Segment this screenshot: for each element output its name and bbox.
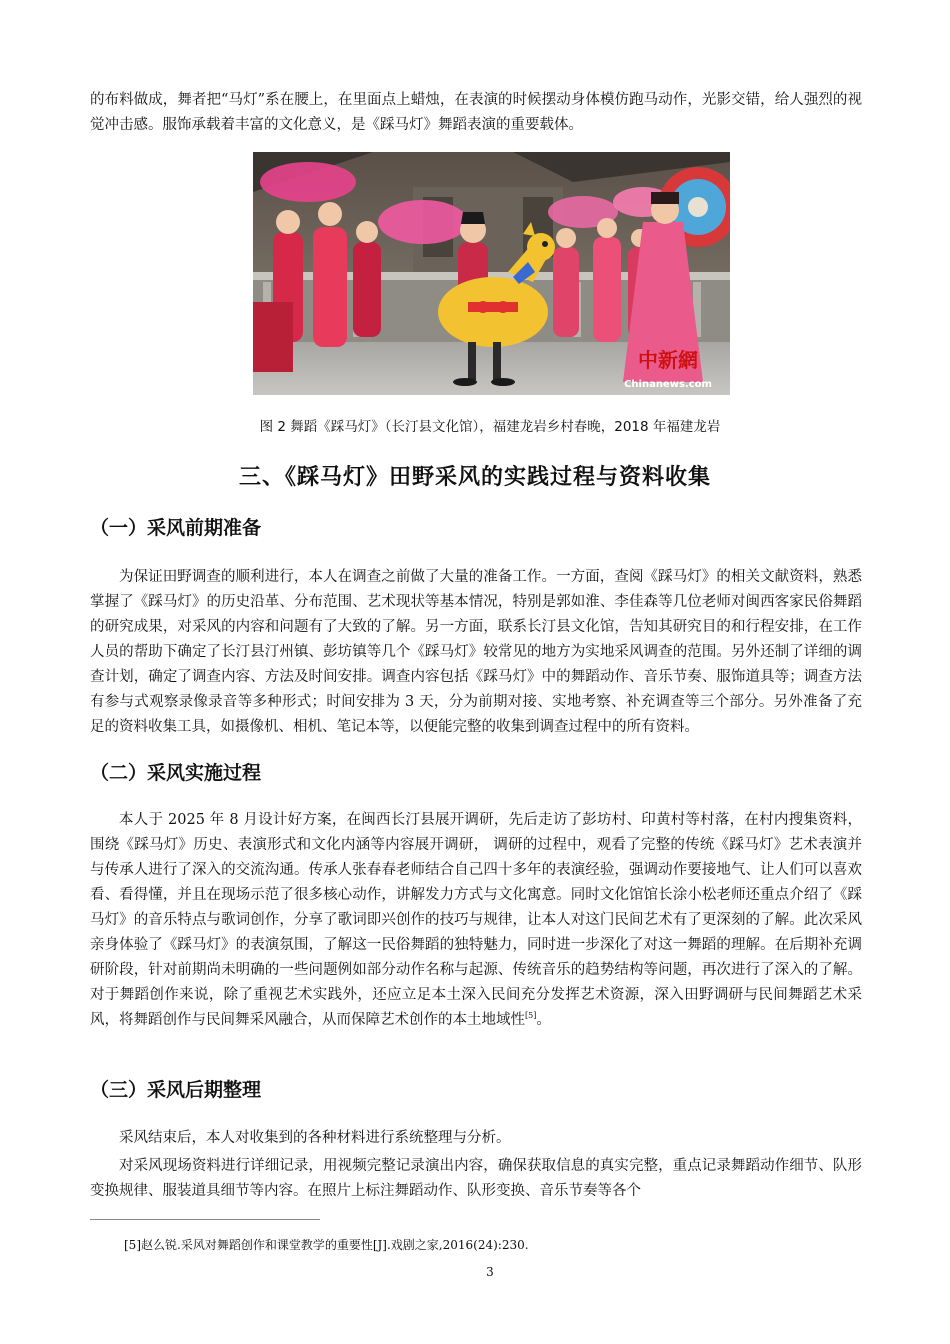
citation-ref[interactable]: [5] [525,1011,537,1021]
subsection-2-tail: 。 [536,1012,551,1028]
subsection-2-text: 本人于 2025 年 8 月设计好方案，在闽西长汀县展开调研，先后走访了彭坊村、印黄村等村落，在村内搜集资料，围绕《踩马灯》历史、表演形式和文化内涵等内容展开调研， 调研的过程中，观看了完整的传统《踩马灯》艺术表演并与传承人进行了深入的交流沟通。传承人张春春老师结合自己四十多年的表演经验，强调动作要接地气、让人们可以喜欢看、看得懂，并且在现场示范了很多核心动作，讲解发力方式与文化寓意。同时文化馆馆长涂小松老师还重点介绍了《踩马灯》的音乐特点与歌词创作，分享了歌词即兴创作的技巧与规律，让本人对这门民间艺术有了更深刻的了解。此次采风亲身体验了《踩马灯》的表演氛围，了解这一民俗舞蹈的独特魅力，同时进一步深化了对这一舞蹈的理解。在后期补充调研阶段，针对前期尚未明确的一些问题例如部分动作名称与起源、传统音乐的趋势结构等问题，再次进行了深入的了解。对于舞蹈创作来说，除了重视艺术实践外，还应立足本土深入民间充分发挥艺术资源，深入田野调研与民间舞蹈艺术采风，将舞蹈创作与民间舞采风融合，从而保障艺术创作的本土地域性 [90,812,862,1028]
footnote-divider [90,1219,320,1220]
subsection-title-1: （一）采风前期准备 [90,517,262,539]
top-paragraph: 的布料做成，舞者把“马灯”系在腰上，在里面点上蜡烛，在表演的时候摆动身体模仿跑马动作，光影交错，给人强烈的视觉冲击感。服饰承载着丰富的文化意义，是《踩马灯》舞蹈表演的重要载体。 [90,92,862,133]
watermark-logo: 中新網 [638,348,698,372]
page-number: 3 [486,1265,494,1279]
subsection-2-paragraph [90,808,862,1033]
section-title: 三、《踩马灯》田野采风的实践过程与资料收集 [238,465,711,490]
subsection-title-3: （三）采风后期整理 [90,1079,262,1101]
subsection-title-2: （二）采风实施过程 [90,762,262,784]
footnote: [5]赵么锐.采风对舞蹈创作和课堂教学的重要性[J].戏剧之家,2016(24):230. [124,1238,529,1252]
subsection-3-paragraph-1: 采风结束后，本人对收集到的各种材料进行系统整理与分析。 [119,1130,511,1146]
subsection-3-paragraph-2: 对采风现场资料进行详细记录，用视频完整记录演出内容，确保获取信息的真实完整，重点记录舞蹈动作细节、队形变换规律、服装道具细节等内容。在照片上标注舞蹈动作、队形变换、音乐节奏等各个 [90,1158,862,1199]
watermark-url: Chinanews.com [624,379,712,390]
subsection-1-paragraph: 为保证田野调查的顺利进行，本人在调查之前做了大量的准备工作。一方面，查阅《踩马灯》的相关文献资料，熟悉掌握了《踩马灯》的历史沿革、分布范围、艺术现状等基本情况，特别是郭如淮、李佳森等几位老师对闽西客家民俗舞蹈的研究成果，对采风的内容和问题有了大致的了解。另一方面，联系长汀县文化馆，告知其研究目的和行程安排，在工作人员的帮助下确定了长汀县汀州镇、彭坊镇等几个《踩马灯》较常见的地方为实地采风调查的范围。另外还制了详细的调查计划，确定了调查内容、方法及时间安排。调查内容包括《踩马灯》中的舞蹈动作、音乐节奏、服饰道具等；调查方法有参与式观察录像录音等多种形式；时间安排为 3 天，分为前期对接、实地考察、补充调查等三个部分。另外准备了充足的资料收集工具，如摄像机、相机、笔记本等，以便能完整的收集到调查过程中的所有资料。 [90,569,862,735]
dance-photo [253,152,730,395]
figure-caption: 图 2 舞蹈《踩马灯》（长汀县文化馆），福建龙岩乡村春晚，2018 年福建龙岩 [259,419,721,435]
